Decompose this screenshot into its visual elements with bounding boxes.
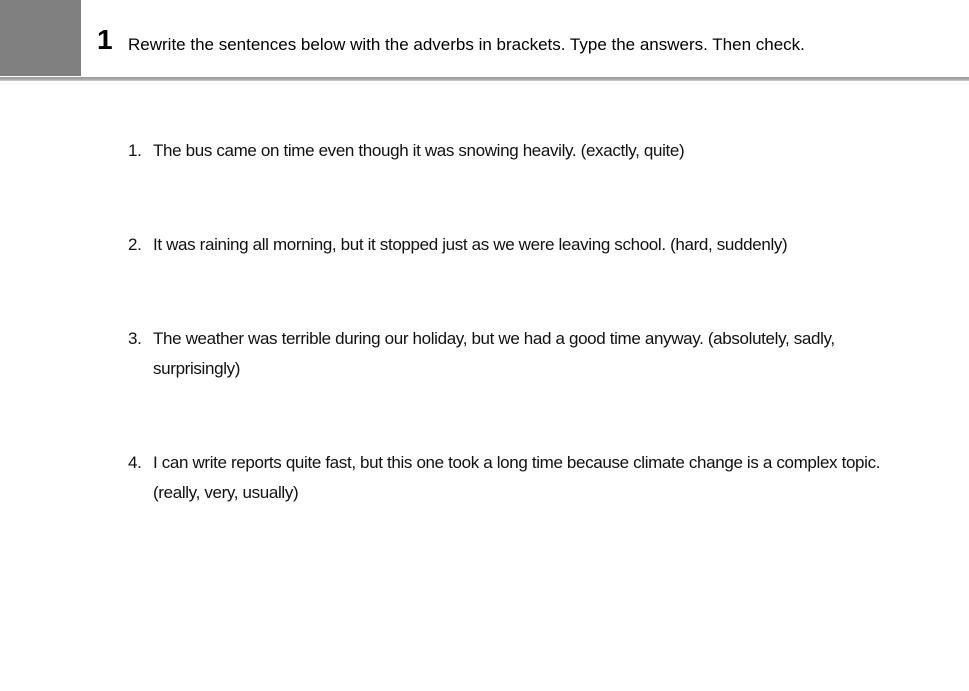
item-number: 2.	[128, 235, 142, 254]
list-item	[128, 136, 923, 166]
item-number: 3.	[128, 329, 142, 348]
exercise-instruction: Rewrite the sentences below with the adverbs in brackets. Type the answers. Then check.	[128, 35, 805, 54]
exercise-number: 1	[97, 24, 113, 55]
list-item	[128, 230, 923, 260]
item-number: 1.	[128, 141, 142, 160]
item-sentence: I can write reports quite fast, but this one took a long time because climate change is a complex topic. (really, very, usually)	[153, 453, 881, 502]
item-number: 4.	[128, 453, 142, 472]
list-item	[128, 324, 923, 384]
item-sentence: It was raining all morning, but it stopped just as we were leaving school. (hard, suddenly)	[153, 235, 788, 254]
item-sentence: The bus came on time even though it was snowing heavily. (exactly, quite)	[153, 141, 685, 160]
list-item	[128, 448, 923, 508]
item-sentence: The weather was terrible during our holiday, but we had a good time anyway. (absolutely, sadly, surprisingly)	[153, 329, 835, 378]
